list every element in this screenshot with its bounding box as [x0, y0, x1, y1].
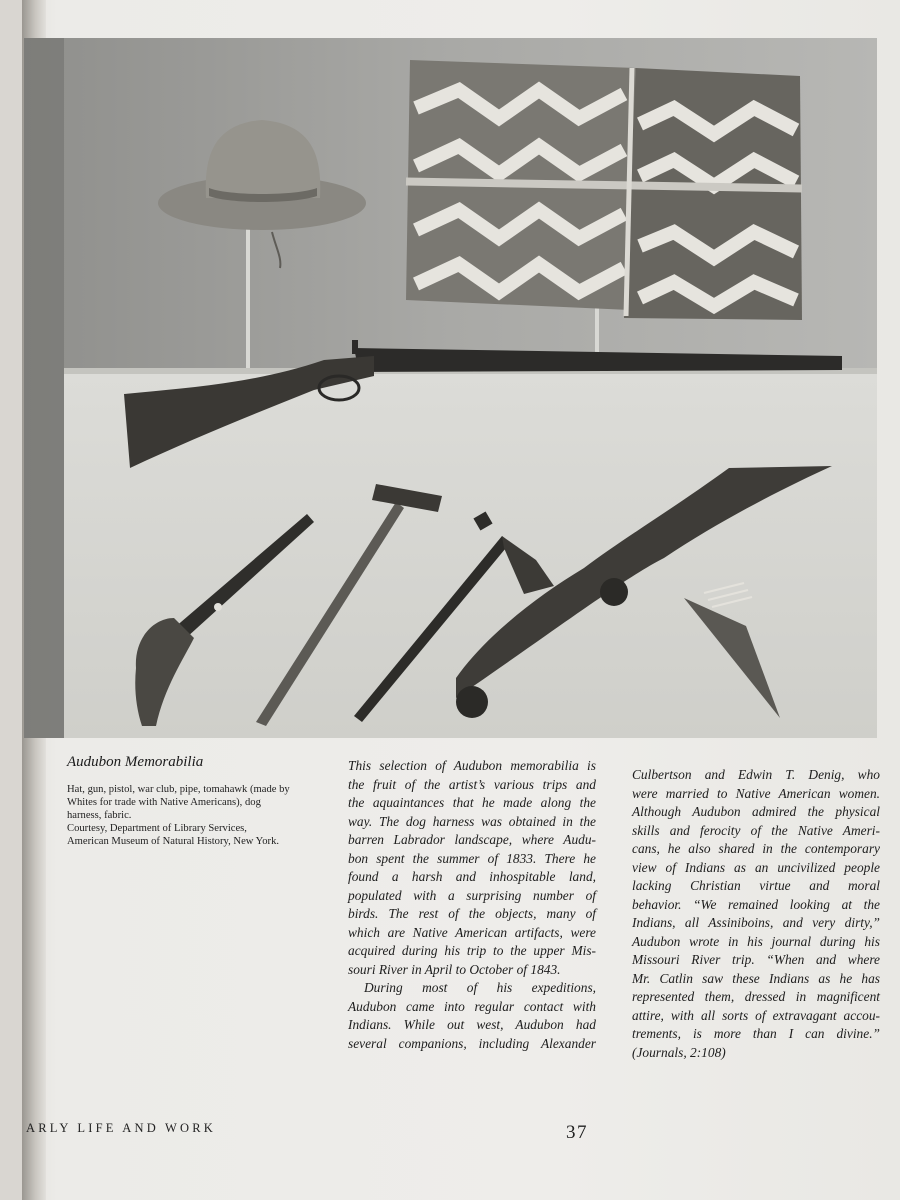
body-line: lacking Christian virtue and moral: [632, 878, 880, 893]
body-column-1: [348, 757, 596, 1053]
body-line: Mr. Catlin saw these Indians as he has: [632, 970, 880, 986]
body-line: several companions, including Alexander: [348, 1035, 596, 1051]
page-number: 37: [566, 1122, 588, 1143]
memorabilia-photograph: [24, 38, 877, 738]
body-line: populated with a surprising number of: [348, 887, 596, 903]
memorabilia-photo-illustration: [24, 38, 877, 738]
body-column-2: [632, 766, 880, 1062]
body-line: behavior. “We remained looking at the: [632, 896, 880, 912]
running-footer-section-title: ARLY LIFE AND WORK: [26, 1121, 217, 1135]
body-line: Audubon wrote in his journal during his: [632, 933, 880, 949]
caption-line: Courtesy, Department of Library Services,: [67, 823, 247, 834]
caption-line: Whites for trade with Native Americans), dog: [67, 797, 261, 808]
body-line: trements, is more than I can divine.”: [632, 1026, 880, 1041]
body-line: way. The dog harness was obtained in the: [348, 813, 596, 829]
caption-body: [67, 783, 323, 848]
body-line: souri River in April to October of 1843.: [348, 961, 561, 977]
body-line: barren Labrador landscape, where Audu-: [348, 832, 596, 847]
dog-harness-illustration: [406, 60, 802, 320]
body-line: During most of his expeditions,: [364, 980, 596, 995]
body-line: the fruit of the artist’s various trips and: [348, 776, 596, 792]
body-line: Although Audubon admired the physical: [632, 804, 880, 819]
body-line: acquired during his trip to the upper Mis-: [348, 943, 596, 958]
caption-line: harness, fabric.: [67, 810, 132, 821]
body-line: which are Native American artifacts, were: [348, 924, 596, 940]
body-line: (Journals, 2:108): [632, 1044, 726, 1060]
body-line: bon spent the summer of 1833. There he: [348, 850, 596, 866]
caption-title: Audubon Memorabilia: [67, 754, 204, 770]
body-line: cans, he also shared in the contemporary: [632, 841, 880, 856]
caption-line: Hat, gun, pistol, war club, pipe, tomahawk (made by: [67, 784, 290, 795]
body-line: birds. The rest of the objects, many of: [348, 906, 596, 921]
body-line: Indians. While out west, Audubon had: [348, 1017, 596, 1032]
caption-line: American Museum of Natural History, New York.: [67, 836, 280, 847]
body-line: view of Indians as an uncivilized people: [632, 859, 880, 875]
body-line: Indians, all Assiniboins, and very dirty,”: [632, 915, 880, 930]
body-line: found a harsh and inhospitable land,: [348, 869, 596, 884]
body-line: This selection of Audubon memorabilia is: [348, 758, 596, 773]
body-line: Missouri River trip. “When and where: [632, 952, 880, 967]
body-line: Audubon came into regular contact with: [348, 998, 596, 1014]
body-line: skills and ferocity of the Native Ameri-: [632, 822, 880, 838]
body-line: were married to Native American women.: [632, 785, 880, 801]
body-line: attire, with all sorts of extravagant accou-: [632, 1007, 880, 1023]
body-line: Culbertson and Edwin T. Denig, who: [632, 767, 880, 782]
body-line: the aquaintances that he made along the: [348, 795, 596, 810]
body-line: represented them, dressed in magnificent: [632, 989, 880, 1004]
